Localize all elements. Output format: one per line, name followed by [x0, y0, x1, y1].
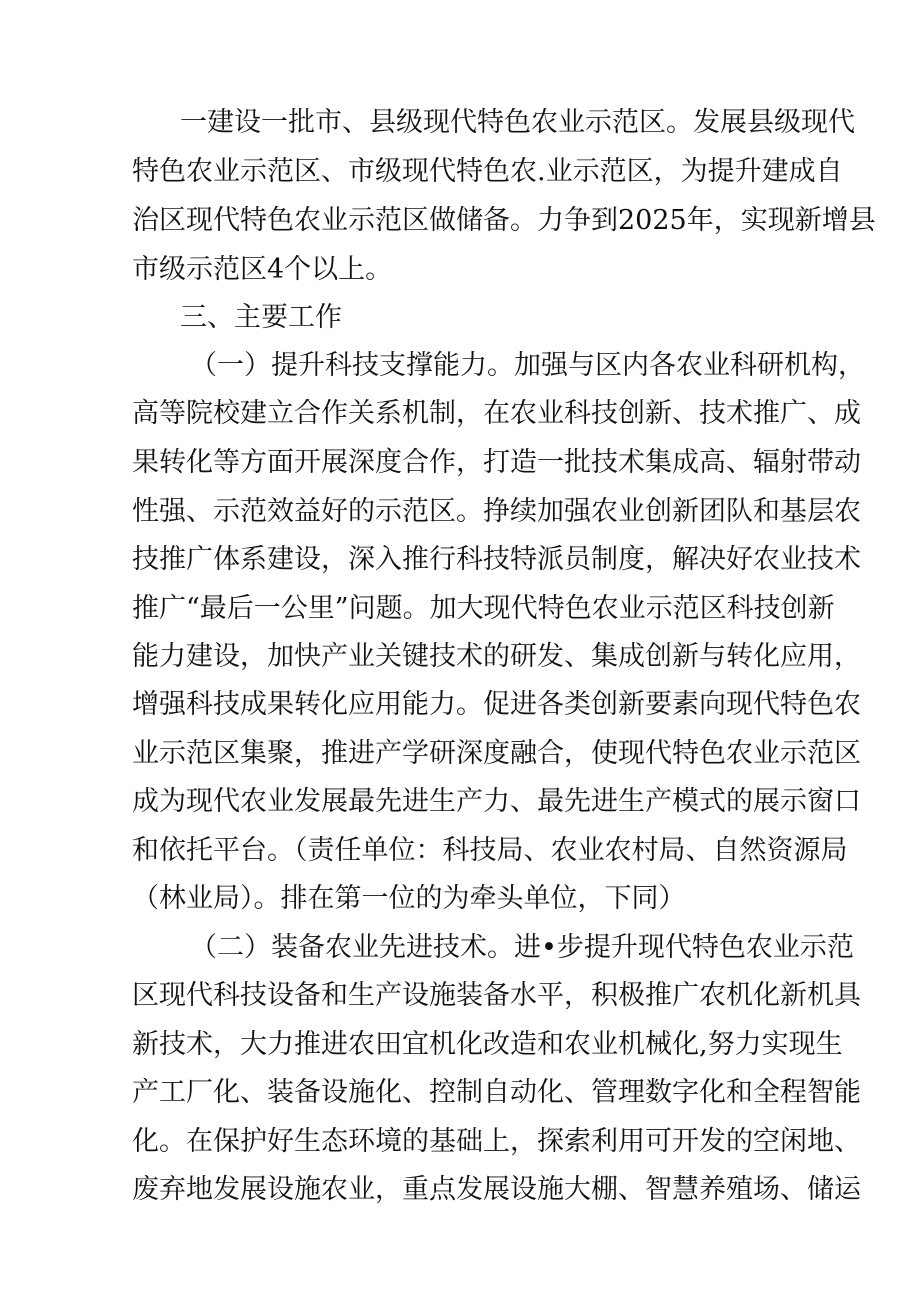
paragraph-2-line-10: 成为现代农业发展最先进生产力、最先进生产模式的展示窗口 [132, 786, 861, 817]
paragraph-2-line-6: 推广“最后一公里”问题。加大现代特色农业示范区科技创新 [132, 593, 835, 624]
paragraph-2-line-3: 果转化等方面开展深度合作，打造一批技术集成高、辐射带动 [132, 447, 861, 478]
paragraph-2-line-5: 技推广体系建设，深入推行科技特派员制度，解决好农业技术 [132, 544, 861, 575]
paragraph-2-line-1: （一）提升科技支撑能力。加强与区内各农业科研机构， [190, 350, 865, 381]
paragraph-2-line-8: 增强科技成果转化应用能力。促进各类创新要素向现代特色农 [132, 689, 861, 720]
paragraph-1-line-2: 特色农业示范区、市级现代特色农.业示范区，为提升建成自 [132, 156, 843, 187]
paragraph-3-line-5: 化。在保护好生态环境的基础上，探索利用可开发的空闲地、 [132, 1126, 861, 1157]
paragraph-2-line-11: 和依托平台。（责任单位：科技局、农业农村局、自然资源局 [132, 835, 848, 866]
paragraph-2-line-9: 业示范区集聚，推进产学研深度融合，使现代特色农业示范区 [132, 738, 861, 769]
paragraph-2-line-7: 能力建设，加快产业关键技术的研发、集成创新与转化应用， [132, 641, 861, 672]
paragraph-3-line-3: 新技术，大力推进农田宜机化改造和农业机械化,努力实现生 [132, 1029, 843, 1060]
paragraph-2-line-2: 高等院校建立合作关系机制，在农业科技创新、技术推广、成 [132, 398, 861, 429]
paragraph-1-line-4: 市级示范区4个以上。 [132, 254, 393, 285]
paragraph-3-line-6: 废弃地发展设施农业，重点发展设施大棚、智慧养殖场、储运 [132, 1174, 861, 1205]
paragraph-2-line-4: 性强、示范效益好的示范区。挣续加强农业创新团队和基层农 [132, 496, 861, 527]
paragraph-3-line-1: （二）装备农业先进技术。进•步提升现代特色农业示范 [190, 932, 854, 963]
section-heading: 三、主要工作 [180, 302, 342, 333]
paragraph-1-line-3: 治区现代特色农业示范区做储备。力争到2025年，实现新增县 [132, 205, 876, 236]
paragraph-2-line-12: （林业局）。排在第一位的为牵头单位，下同） [132, 883, 686, 914]
paragraph-3-line-2: 区现代科技设备和生产设施装备水平，积极推广农机化新机具 [132, 980, 861, 1011]
paragraph-3-line-4: 产工厂化、装备设施化、控制自动化、管理数字化和全程智能 [132, 1077, 861, 1108]
paragraph-1-line-1: 一建设一批市、县级现代特色农业示范区。发展县级现代 [180, 107, 855, 138]
